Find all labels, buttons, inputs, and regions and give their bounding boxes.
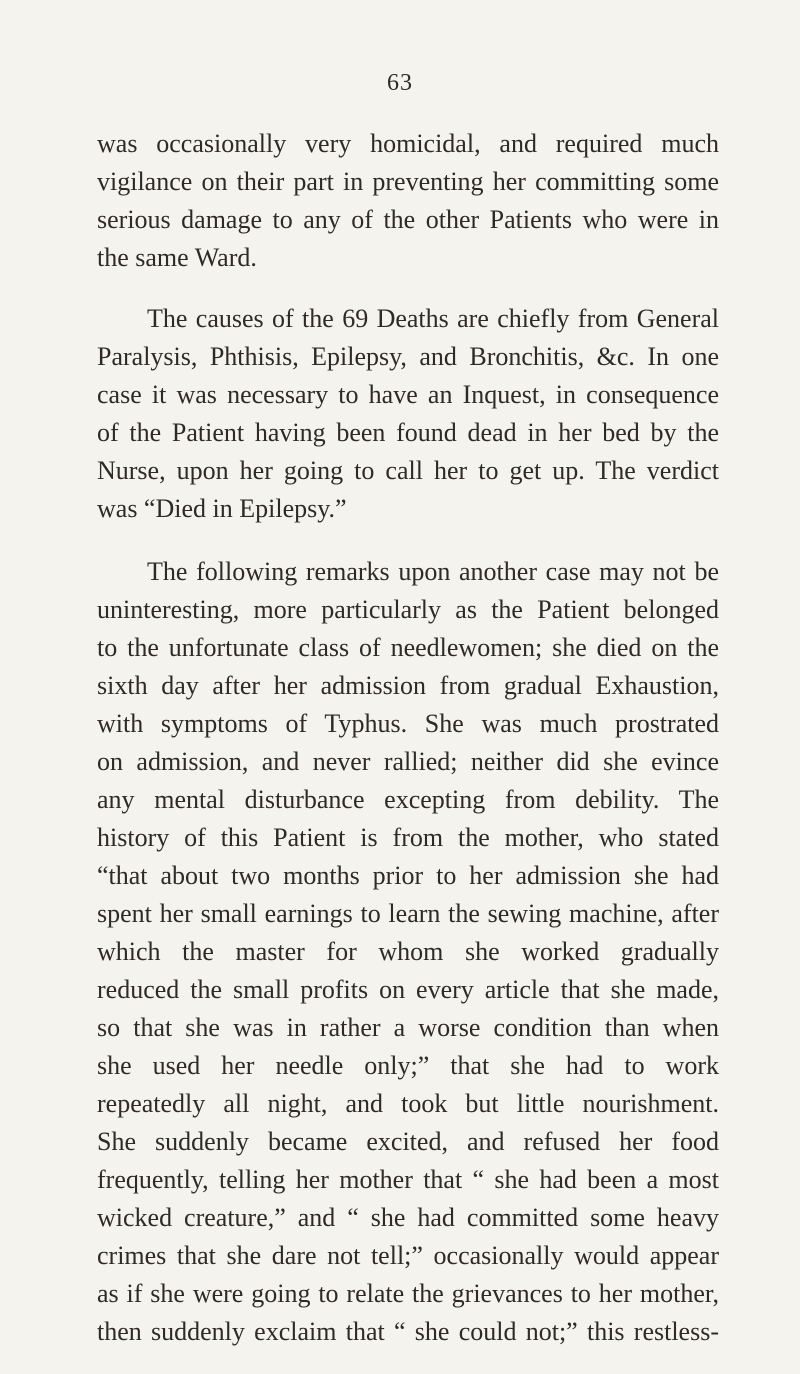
text-line: The causes of the 69 Deaths are chiefly from General — [147, 304, 719, 333]
text-line: Nurse, upon her going to call her to get up. The verdict — [97, 456, 719, 485]
text-line: on admission, and never rallied; neither did she evince — [97, 747, 719, 776]
text-line: She suddenly became excited, and refused her food — [97, 1127, 719, 1156]
text-line: The following remarks upon another case may not be — [147, 557, 719, 586]
text-line: spent her small earnings to learn the sewing machine, after — [97, 899, 719, 928]
text-line: repeatedly all night, and took but little nourishment. — [97, 1089, 719, 1118]
text-line: was “Died in Epilepsy.” — [97, 494, 347, 523]
text-line: of the Patient having been found dead in her bed by the — [97, 418, 719, 447]
text-line: “that about two months prior to her admission she had — [97, 861, 719, 890]
text-line: vigilance on their part in preventing her committing some — [97, 167, 719, 196]
text-line: which the master for whom she worked gradually — [97, 937, 719, 966]
text-line: any mental disturbance excepting from debility. The — [97, 785, 719, 814]
text-line: to the unfortunate class of needlewomen; she died on the — [97, 633, 719, 662]
text-line: with symptoms of Typhus. She was much prostrated — [97, 709, 719, 738]
text-line: the same Ward. — [97, 243, 257, 272]
page-number: 63 — [387, 70, 413, 96]
text-line: wicked creature,” and “ she had committed some heavy — [97, 1203, 719, 1232]
text-line: serious damage to any of the other Patients who were in — [97, 205, 719, 234]
text-line: case it was necessary to have an Inquest, in consequence — [97, 380, 719, 409]
text-line: then suddenly exclaim that “ she could not;” this restless- — [97, 1317, 719, 1346]
text-line: frequently, telling her mother that “ she had been a most — [97, 1165, 719, 1194]
text-line: history of this Patient is from the mother, who stated — [97, 823, 719, 852]
text-line: she used her needle only;” that she had to work — [97, 1051, 719, 1080]
text-line: Paralysis, Phthisis, Epilepsy, and Bronchitis, &c. In one — [97, 342, 719, 371]
text-line: was occasionally very homicidal, and required much — [97, 129, 719, 158]
text-line: uninteresting, more particularly as the Patient belonged — [97, 595, 719, 624]
text-line: so that she was in rather a worse condition than when — [97, 1013, 719, 1042]
text-line: reduced the small profits on every article that she made, — [97, 975, 719, 1004]
text-line: crimes that she dare not tell;” occasionally would appear — [97, 1241, 719, 1270]
text-line: as if she were going to relate the grievances to her mother, — [97, 1279, 719, 1308]
text-line: sixth day after her admission from gradual Exhaustion, — [97, 671, 719, 700]
